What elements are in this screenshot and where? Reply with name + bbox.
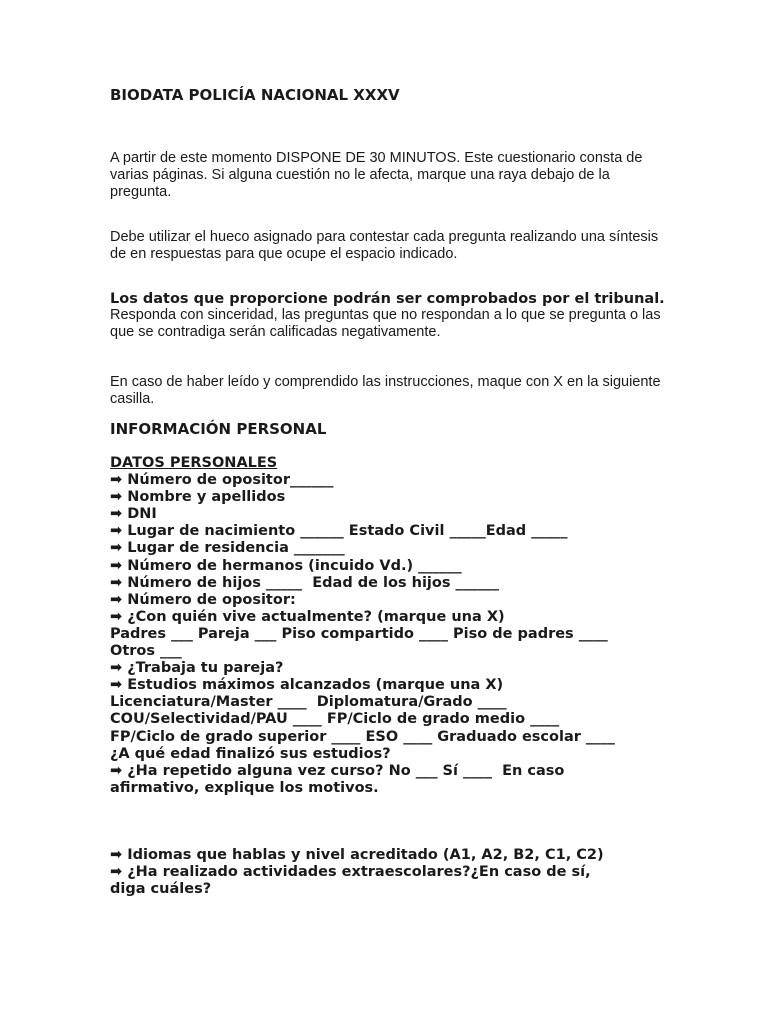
form-line: ➡ ¿Trabaja tu pareja? (110, 660, 284, 677)
subsection-title: DATOS PERSONALES (110, 455, 278, 471)
form-line: ➡ ¿Con quién vive actualmente? (marque una X) (110, 608, 505, 625)
form-line: ➡ ¿Ha realizado actividades extraescolares?¿En caso de sí, (110, 864, 591, 881)
form-line: ➡ Lugar de residencia _______ (110, 540, 345, 557)
form-line: ➡ Número de opositor: (110, 591, 296, 608)
warning-bold-text: Los datos que proporcione podrán ser comprobados por el tribunal. (110, 291, 665, 307)
section-title: INFORMACIÓN PERSONAL (110, 420, 327, 438)
personal-data-form (110, 455, 710, 797)
form-line: ➡ Estudios máximos alcanzados (marque una X) (110, 677, 504, 694)
warning-block (110, 291, 670, 341)
form-line: ➡ DNI (110, 506, 157, 523)
form-line: Padres ___ Pareja ___ Piso compartido ____ Piso de padres ____ (110, 625, 608, 642)
form-line: ➡ Nombre y apellidos (110, 489, 286, 506)
form-line: ➡ ¿Ha repetido alguna vez curso? No ___ Sí ____ En caso (110, 762, 565, 779)
form-line: ➡ Número de hijos _____ Edad de los hijos ______ (110, 574, 500, 591)
additional-questions (110, 847, 710, 898)
form-line: ➡ Número de opositor______ (110, 472, 334, 489)
warning-text: Responda con sinceridad, las preguntas que no respondan a lo que se pregunta o las que se contradiga serán calificadas negativamente. (110, 307, 661, 340)
form-line: COU/Selectividad/PAU ____ FP/Ciclo de grado medio ____ (110, 711, 560, 728)
form-line: ¿A qué edad finalizó sus estudios? (110, 745, 391, 762)
form-line: Otros ___ (110, 643, 182, 660)
form-line: ➡ Lugar de nacimiento ______ Estado Civil _____Edad _____ (110, 523, 568, 540)
form-line: diga cuáles? (110, 881, 212, 898)
document-title: BIODATA POLICÍA NACIONAL XXXV (110, 86, 400, 104)
instructions-paragraph: Debe utilizar el hueco asignado para contestar cada pregunta realizando una síntesis de en respuestas para que ocupe el espacio indicado. (110, 229, 659, 262)
intro-paragraph: A partir de este momento DISPONE DE 30 MINUTOS. Este cuestionario consta de varias páginas. Si alguna cuestión no le afecta, marque una raya debajo de la pregunta. (110, 150, 643, 200)
form-line: Licenciatura/Master ____ Diplomatura/Grado ____ (110, 694, 507, 711)
form-line: ➡ Número de hermanos (incuido Vd.) ______ (110, 557, 462, 574)
form-line: afirmativo, explique los motivos. (110, 779, 379, 796)
confirm-paragraph: En caso de haber leído y comprendido las instrucciones, maque con X en la siguiente casilla. (110, 374, 661, 407)
form-line: ➡ Idiomas que hablas y nivel acreditado (A1, A2, B2, C1, C2) (110, 847, 604, 863)
form-line: FP/Ciclo de grado superior ____ ESO ____ Graduado escolar ____ (110, 728, 615, 745)
